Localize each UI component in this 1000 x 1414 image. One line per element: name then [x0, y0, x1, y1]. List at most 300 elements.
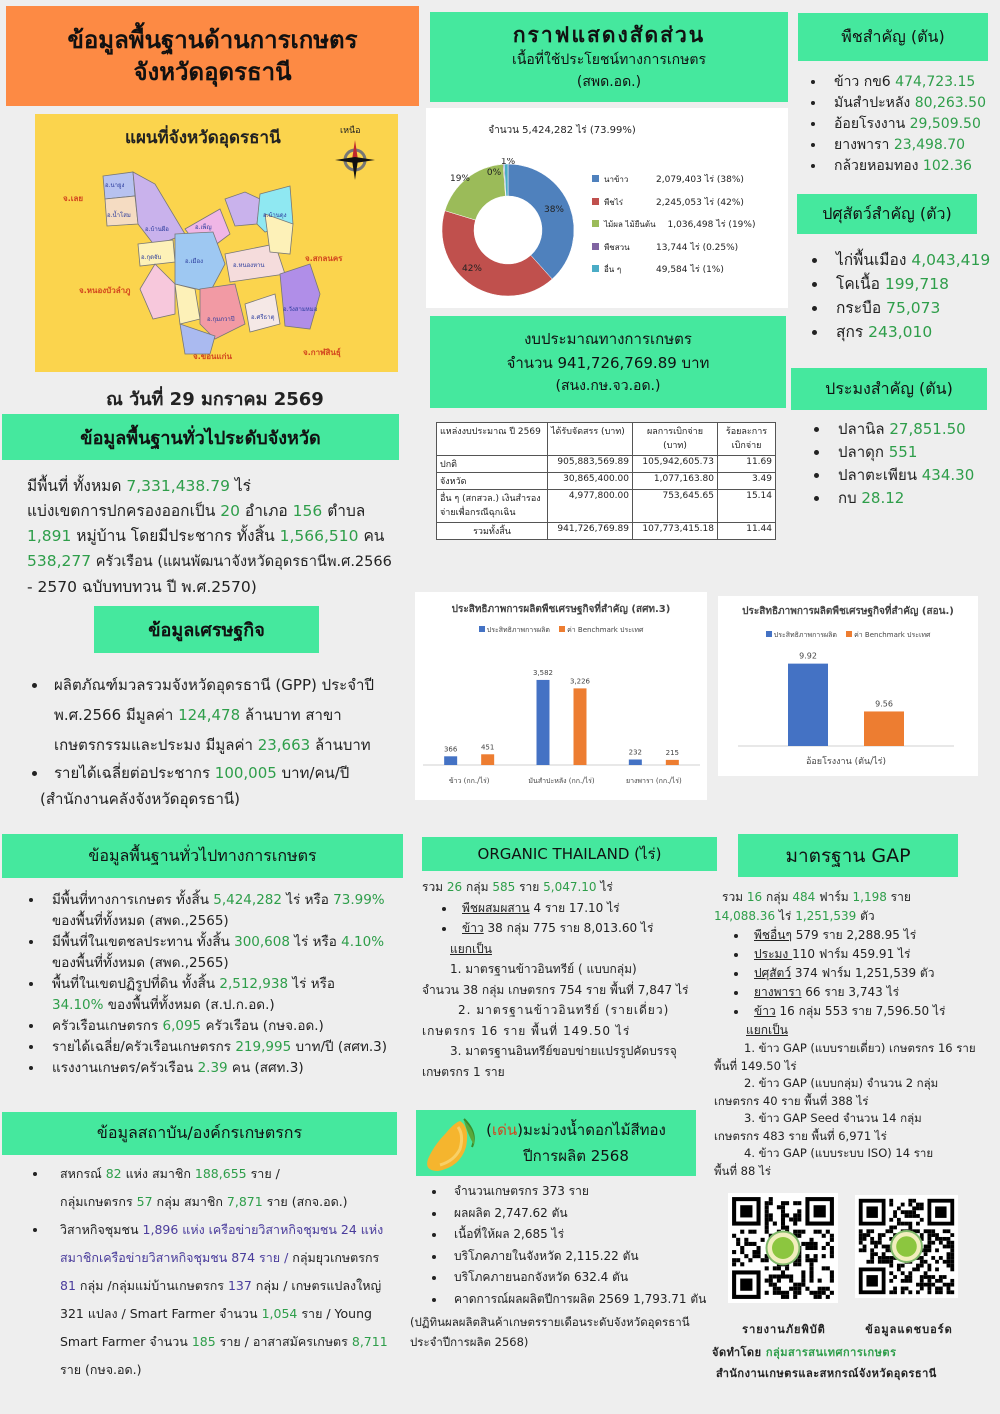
- text: ล้านบาท: [310, 736, 371, 754]
- qr1-label: รายงานภัยพิบัติ: [742, 1323, 826, 1336]
- value: 14,088.36: [714, 909, 776, 923]
- table-cell: 905,883,569.89: [548, 456, 633, 473]
- text: 1. มาตรฐานข้าวอินทรีย์ ( แบบกลุ่ม): [450, 962, 637, 976]
- value: 5,047.10: [543, 880, 597, 894]
- text: ราย / อาสาสมัครเกษตร: [215, 1334, 352, 1349]
- district-label: อ.บ้านผือ: [145, 226, 169, 233]
- table-cell: 753,645.65: [633, 490, 718, 523]
- table-header-row: [437, 423, 776, 456]
- item-name: อ้อยโรงงาน: [834, 116, 910, 132]
- table-header: แหล่งงบประมาณ ปี 2569: [437, 423, 548, 456]
- text: ไร่: [775, 909, 796, 923]
- value: 2,512,938: [219, 976, 289, 992]
- crops-heading-banner: [798, 13, 988, 61]
- value: 300,608: [234, 934, 290, 950]
- value: 1,891: [27, 527, 72, 545]
- item-detail: 374 ฟาร์ม 1,251,539 ตัว: [791, 966, 935, 980]
- organic-heading-banner: [422, 837, 717, 871]
- legend-label: ประสิทธิภาพการผลิต: [486, 626, 550, 634]
- livestock-heading-banner: [797, 194, 977, 234]
- text: ครัวเรือนเกษตรกร: [52, 1018, 163, 1034]
- table-cell: ปกติ: [437, 456, 548, 473]
- bar: [864, 711, 904, 746]
- agri-info-list: [26, 890, 424, 1079]
- list-item: [748, 964, 998, 983]
- value: 16: [746, 890, 763, 904]
- bar: [444, 756, 457, 765]
- data-label: 451: [480, 743, 495, 752]
- value: 1,198: [852, 890, 887, 904]
- neighbor-kalasin: จ.กาฬสินธุ์: [303, 348, 341, 357]
- item-value: 199,718: [884, 275, 949, 293]
- legend-item: [592, 240, 788, 263]
- value: 81: [60, 1278, 76, 1293]
- neighbor-loei: จ.เลย: [63, 194, 84, 203]
- table-cell: 105,942,605.73: [633, 456, 718, 473]
- text: แยกเป็น: [450, 941, 492, 956]
- value: 23,663: [257, 736, 311, 754]
- item-name: พืชอื่นๆ: [754, 928, 792, 942]
- category-label: มันสำปะหลัง (กก./ไร่): [528, 777, 595, 785]
- text: ล้านบาท สาขา: [240, 706, 342, 724]
- item-name: ปลาดุก: [838, 443, 889, 461]
- land-use-heading-3: (สพด.อด.): [576, 74, 642, 90]
- value: 137: [227, 1278, 252, 1293]
- item-value: 434.30: [921, 466, 975, 484]
- text: ไร่: [596, 880, 613, 894]
- list-item: [48, 1216, 418, 1384]
- item-name: ปลานิล: [838, 420, 890, 438]
- data-label: 9.56: [875, 699, 893, 709]
- category-label: อ้อยโรงงาน (ตัน/ไร่): [805, 757, 887, 767]
- text: ราย (สกจ.อด.): [262, 1194, 348, 1209]
- text: เกษตรกร 1 ราย: [422, 1064, 505, 1079]
- district-label: อ.บ้านดุง: [263, 212, 287, 219]
- item-value: 102.36: [922, 158, 972, 174]
- district-label: อ.น้ำโสม: [107, 212, 131, 219]
- data-label: 215: [665, 748, 680, 757]
- date-label: ณ วันที่ 29 มกราคม 2569: [106, 389, 324, 410]
- text: แยกเป็น: [746, 1023, 788, 1037]
- text: แบ่งเขตการปกครองออกเป็น: [27, 502, 221, 520]
- organic-text: [422, 877, 718, 1082]
- value: 5,424,282: [213, 892, 282, 908]
- item-value: 243,010: [868, 323, 933, 341]
- text: 3. มาตรฐานอินทรีย์ขอบข่ายแปรรูปคัดบรรจุ: [450, 1044, 677, 1058]
- text: ครัวเรือน (แผนพัฒนาจังหวัดอุดรธานีพ.ศ.2566: [91, 554, 392, 570]
- list-item: • ผลผลิต 2,747.62 ตัน: [446, 1203, 736, 1225]
- list-item: [826, 114, 986, 135]
- institutions-list: [30, 1160, 418, 1384]
- land-use-heading-1: กราฟแสดงสัดส่วน: [512, 23, 706, 47]
- land-use-heading-banner: [430, 12, 788, 102]
- district-label: อ.ศรีธาตุ: [251, 314, 275, 321]
- item-detail: 110 ฟาร์ม 459.91 ไร่: [792, 947, 911, 961]
- bar: [788, 664, 828, 746]
- province-info-text: [27, 474, 422, 600]
- bar: [537, 680, 550, 765]
- neighbor-khonkaen: จ.ขอนแก่น: [193, 352, 232, 361]
- list-item: [826, 135, 986, 156]
- list-item: [828, 272, 990, 296]
- list-item: [826, 72, 986, 93]
- item-value: 551: [888, 443, 918, 461]
- legend-value: 13,744 ไร่ (0.25%): [656, 242, 739, 253]
- table-cell: 11.69: [718, 456, 776, 473]
- header-banner: [6, 6, 419, 106]
- list-item: [828, 320, 990, 344]
- table-row: [437, 456, 776, 473]
- text: 2. ข้าว GAP (แบบกลุ่ม) จำนวน 2 กลุ่ม: [744, 1076, 939, 1090]
- text: 38 กลุ่ม 775 ราย 8,013.60 ไร่: [483, 921, 654, 935]
- text: มีพื้นที่ในเขตชลประทาน ทั้งสิ้น: [52, 934, 235, 950]
- text: ของพื้นที่ทั้งหมด (สพด.,2565): [52, 913, 229, 929]
- list-item: • คาดการณ์ผลผลิตปีการผลิต 2569 1,793.71 ตัน: [446, 1289, 736, 1311]
- table-row: [437, 490, 776, 523]
- budget-heading-2: จำนวน 941,726,769.89 บาท: [506, 354, 710, 372]
- text: กลุ่มยุวเกษตรกร: [292, 1250, 380, 1265]
- value: 4.10%: [341, 934, 385, 950]
- item-detail: 579 ราย 2,288.95 ไร่: [791, 928, 917, 942]
- crops-heading: พืชสำคัญ (ตัน): [841, 26, 945, 46]
- value: 1,251,539: [795, 909, 857, 923]
- text: ของพื้นที่ทั้งหมด (สพด.,2565): [52, 955, 229, 971]
- legend-label: นาข้าว: [604, 175, 629, 184]
- district-label: อ.นายูง: [105, 182, 125, 189]
- text: 1. ข้าว GAP (แบบรายเดี่ยว) เกษตรกร 16 ราย: [744, 1041, 976, 1055]
- text: ตำบล: [322, 502, 366, 520]
- item-value: 4,043,419: [911, 251, 991, 269]
- chart-title: ประสิทธิภาพการผลิตพืชเศรษฐกิจที่สำคัญ (สศท.3): [451, 604, 671, 615]
- list-item: [748, 926, 998, 945]
- bar-chart-oae3: [415, 592, 707, 800]
- text: กลุ่ม / เกษตรแปลงใหญ่: [251, 1278, 382, 1293]
- legend-label: อื่น ๆ: [604, 265, 622, 274]
- economy-heading: ข้อมูลเศรษฐกิจ: [148, 620, 265, 641]
- legend-value: 2,079,403 ไร่ (38%): [656, 175, 744, 185]
- bar: [629, 759, 642, 765]
- value: 124,478: [178, 706, 241, 724]
- table-cell: 107,773,415.18: [633, 523, 718, 540]
- text: กลุ่มเกษตรกร: [60, 1194, 137, 1209]
- district-label: อ.หนองหาน: [233, 262, 265, 269]
- item-value: 474,723.15: [895, 74, 976, 90]
- item-name: มันสำปะหลัง: [834, 95, 915, 111]
- institutions-heading: ข้อมูลสถาบัน/องค์กรเกษตรกร: [96, 1123, 303, 1142]
- text: ราย: [886, 890, 911, 904]
- text: ครัวเรือน (กษจ.อด.): [201, 1018, 324, 1034]
- data-label: 232: [628, 748, 643, 757]
- text: ตัว: [856, 909, 875, 923]
- text: 4. ข้าว GAP (แบบระบบ ISO) 14 ราย: [744, 1146, 934, 1160]
- text: บาท/คน/ปี: [276, 764, 350, 782]
- neighbor-sakonnakhon: จ.สกลนคร: [305, 254, 343, 263]
- legend-swatch: [592, 265, 599, 272]
- value: 219,995: [235, 1039, 292, 1055]
- north-label: เหนือ: [340, 126, 361, 136]
- value: 57: [136, 1194, 153, 1209]
- list-item: [830, 464, 974, 487]
- gap-list: [730, 926, 998, 1021]
- header-title-line2: จังหวัดอุดรธานี: [133, 58, 292, 86]
- value: 1,566,510: [279, 527, 359, 545]
- legend-swatch: [592, 175, 599, 182]
- table-header: ได้รับจัดสรร (บาท): [548, 423, 633, 456]
- bar-chart-ocsb: [718, 596, 978, 776]
- text: กลุ่ม สมาชิก: [152, 1194, 227, 1209]
- table-row: [437, 473, 776, 490]
- qr-code-dashboard[interactable]: [855, 1195, 958, 1298]
- chart-title: จำนวน 5,424,282 ไร่ (73.99%): [488, 125, 636, 136]
- list-item: • บริโภคภายนอกจังหวัด 632.4 ตัน: [446, 1267, 736, 1289]
- text: เกษตรกร 483 ราย พื้นที่ 6,971 ไร่: [714, 1128, 887, 1143]
- legend-label: ค่า Benchmark ประเทศ: [854, 631, 931, 639]
- data-label: 3,582: [532, 668, 554, 677]
- district-label: อ.วังสามหมอ: [283, 306, 318, 313]
- gap-heading: มาตรฐาน GAP: [785, 844, 911, 867]
- text: แห่ง สมาชิก: [121, 1166, 195, 1181]
- agri-info-heading: ข้อมูลพื้นฐานทั่วไปทางการเกษตร: [88, 845, 317, 865]
- value: 6,095: [162, 1018, 202, 1034]
- slice-label: 1%: [500, 158, 516, 167]
- list-item: [44, 974, 424, 1016]
- item-name: ประมง: [754, 947, 793, 961]
- qr2-label: ข้อมูลแดชบอร์ด: [865, 1323, 953, 1336]
- text: จำนวน 38 กลุ่ม เกษตรกร 754 ราย พื้นที่ 7,847 ไร่: [422, 982, 689, 997]
- list-item: [826, 156, 986, 177]
- text: จัดทำโดย: [712, 1346, 766, 1359]
- text: วิสาหกิจชุมชน: [60, 1222, 143, 1237]
- made-by: [712, 1343, 897, 1361]
- list-item: [830, 487, 974, 510]
- efficiency-chart-ocsb: [718, 596, 978, 776]
- slice-label: 19%: [449, 174, 471, 184]
- district-label: อ.เมือง: [185, 258, 204, 265]
- value: สมาชิกเครือข่ายวิสาหกิจชุมชน 874 ราย /: [60, 1250, 293, 1265]
- organic-heading: ORGANIC THAILAND (ไร่): [477, 845, 662, 863]
- slice-label: 0%: [486, 168, 502, 178]
- province-info-heading-banner: [2, 414, 399, 460]
- mango-heading-1: (เด่น)มะม่วงน้ำดอกไม้สีทอง: [486, 1121, 666, 1139]
- efficiency-chart-oae3: [415, 592, 707, 800]
- text: มะม่วงน้ำดอกไม้สีทอง: [522, 1121, 666, 1139]
- district-label: อ.กุดจับ: [141, 254, 162, 261]
- neighbor-nongbualamphu: จ.หนองบัวลำภู: [79, 286, 131, 295]
- economy-gpp-item: [48, 670, 420, 760]
- item-name: กบ: [838, 489, 862, 507]
- text: ผลิตภัณฑ์มวลรวมจังหวัดอุดรธานี (GPP) ประจำปี: [54, 676, 374, 694]
- legend-item: [592, 217, 788, 240]
- district-label: อ.กุมภวาปี: [207, 316, 235, 323]
- text: คน (สศท.3): [227, 1060, 304, 1076]
- text: ข้าว: [462, 921, 484, 935]
- table-header: ร้อยละการเบิกจ่าย: [718, 423, 776, 456]
- list-item: [748, 1002, 998, 1021]
- text: อำเภอ: [239, 502, 293, 520]
- category-label: ข้าว (กก./ไร่): [448, 777, 490, 785]
- qr-code-icon: [728, 1193, 838, 1303]
- gap-heading-banner: [738, 834, 958, 877]
- livestock-list: [810, 248, 990, 344]
- text: ฟาร์ม: [815, 890, 853, 904]
- text: ไร่ หรือ: [281, 892, 334, 908]
- table-cell: 15.14: [718, 490, 776, 523]
- list-item: [830, 441, 974, 464]
- table-cell: อื่น ๆ (สกสวล.) เงินสำรองจ่ายเพื่อกรณีฉุกเฉิน: [437, 490, 548, 523]
- chart-title: ประสิทธิภาพการผลิตพืชเศรษฐกิจที่สำคัญ (สอน.): [742, 606, 954, 617]
- economy-text: [30, 670, 420, 812]
- data-label: 3,226: [569, 677, 591, 686]
- legend-label: ค่า Benchmark ประเทศ: [567, 626, 644, 634]
- legend-label: ไม้ผล ไม้ยืนต้น: [604, 220, 656, 229]
- bar: [666, 760, 679, 765]
- text: ของพื้นที่ทั้งหมด (ส.ป.ก.อด.): [103, 997, 275, 1013]
- list-item: [44, 1016, 424, 1037]
- list-item: [44, 890, 424, 932]
- legend-value: 49,584 ไร่ (1%): [656, 265, 724, 275]
- map-title: แผนที่จังหวัดอุดรธานี: [125, 128, 281, 148]
- mango-icon: [420, 1113, 480, 1175]
- economy-source: (สำนักงานคลังจังหวัดอุดรธานี): [40, 790, 240, 808]
- data-label: 366: [443, 745, 458, 754]
- value: 8,711: [351, 1334, 388, 1349]
- text: ไร่ หรือ: [289, 934, 342, 950]
- text: ราย (กษจ.อด.): [60, 1362, 142, 1377]
- item-value: 29,509.50: [909, 116, 981, 132]
- text: 4 ราย 17.10 ไร่: [529, 900, 620, 915]
- value: 82: [105, 1166, 122, 1181]
- agri-info-heading-banner: [2, 834, 403, 878]
- qr-code-disaster-report[interactable]: [728, 1193, 838, 1303]
- text: รวม: [722, 890, 747, 904]
- gap-text: [714, 888, 998, 1180]
- value: 484: [792, 890, 816, 904]
- crops-list: [808, 72, 986, 177]
- value: 7,331,438.79: [126, 477, 230, 495]
- list-item: [748, 945, 998, 964]
- made-by-group: กลุ่มสารสนเทศการเกษตร: [765, 1346, 897, 1359]
- economy-income-item: [48, 760, 420, 786]
- text: กลุ่ม: [762, 890, 793, 904]
- table-header: ผลการเบิกจ่าย (บาท): [633, 423, 718, 456]
- livestock-heading: ปศุสัตว์สำคัญ (ตัว): [822, 203, 952, 223]
- text: หมู่บ้าน โดยมีประชากร ทั้งสิ้น: [71, 527, 280, 545]
- legend-swatch: [592, 243, 599, 250]
- fishery-list: [812, 418, 974, 510]
- list-item: [44, 1058, 424, 1079]
- legend-swatch: [592, 198, 599, 205]
- fishery-heading-banner: [791, 368, 987, 410]
- text: เกษตรกร 16 ราย พื้นที่ 149.50 ไร่: [422, 1023, 631, 1038]
- table-cell: 941,726,769.89: [548, 523, 633, 540]
- province-map: [35, 114, 398, 372]
- list-item: [748, 983, 998, 1002]
- legend-swatch: [592, 220, 599, 227]
- value: 2.39: [197, 1060, 228, 1076]
- item-name: ยางพารา: [834, 137, 894, 153]
- item-value: 27,851.50: [889, 420, 966, 438]
- text: ราย: [515, 880, 544, 894]
- list-item: [48, 1160, 418, 1216]
- table-cell: 30,865,400.00: [548, 473, 633, 490]
- text: ไร่: [229, 477, 251, 495]
- list-item: [828, 296, 990, 320]
- text: Smart Farmer จำนวน: [60, 1334, 192, 1349]
- text: ราย / Young: [297, 1306, 372, 1321]
- text: มีพื้นที่ ทั้งหมด: [27, 477, 127, 495]
- list-item: • เนื้อที่ให้ผล 2,685 ไร่: [446, 1224, 736, 1246]
- table-cell: 4,977,800.00: [548, 490, 633, 523]
- value: 73.99%: [333, 892, 385, 908]
- table-cell: จังหวัด: [437, 473, 548, 490]
- value: 185: [191, 1334, 216, 1349]
- table-cell: รวมทั้งสิ้น: [437, 523, 548, 540]
- list-item: [44, 1037, 424, 1058]
- list-item: [456, 898, 718, 919]
- fishery-heading: ประมงสำคัญ (ตัน): [825, 378, 953, 398]
- item-value: 75,073: [886, 299, 941, 317]
- item-name: ปศุสัตว์: [754, 966, 792, 980]
- legend-item: [592, 172, 788, 195]
- text: บาท/ปี (สศท.3): [291, 1039, 388, 1055]
- highlight-text: เด่น: [491, 1121, 518, 1139]
- donut-slice: [508, 164, 574, 279]
- donut-chart: [436, 158, 596, 308]
- value: 156: [292, 502, 323, 520]
- list-item: [828, 248, 990, 272]
- text: กลุ่ม /กลุ่มแม่บ้านเกษตรกร: [75, 1278, 228, 1293]
- value: 1,896 แห่ง เครือข่ายวิสาหกิจชุมชน 24 แห่ง: [142, 1222, 384, 1237]
- donut-legend: [592, 172, 788, 285]
- text: ราย /: [246, 1166, 280, 1181]
- budget-heading-1: งบประมาณทางการเกษตร: [524, 330, 692, 348]
- value: 188,655: [194, 1166, 247, 1181]
- list-item: [456, 918, 718, 939]
- value: 7,871: [226, 1194, 263, 1209]
- text: เกษตรกรรมและประมง มีมูลค่า: [54, 736, 258, 754]
- list-item: • บริโภคภายในจังหวัด 2,115.22 ตัน: [446, 1246, 736, 1268]
- list-item: [44, 932, 424, 974]
- legend-value: 2,245,053 ไร่ (42%): [656, 197, 744, 208]
- value: 20: [220, 502, 240, 520]
- text: พื้นที่ 88 ไร่: [714, 1163, 771, 1178]
- legend-label: ประสิทธิภาพการผลิต: [773, 631, 837, 639]
- text: - 2570 ฉบับทบทวน ปี พ.ศ.2570): [27, 578, 257, 596]
- text: แรงงานเกษตร/ครัวเรือน: [52, 1060, 198, 1076]
- item-name: โคเนื้อ: [836, 275, 885, 293]
- text: 321 แปลง / Smart Farmer จำนวน: [60, 1306, 262, 1321]
- text: รายได้เฉลี่ยต่อประชากร: [54, 764, 215, 782]
- table-cell: 11.44: [718, 523, 776, 540]
- budget-heading-banner: [430, 316, 786, 408]
- legend-item: [592, 195, 788, 218]
- text: มีพื้นที่ทางการเกษตร ทั้งสิ้น: [52, 892, 214, 908]
- budget-table-container: [436, 422, 776, 540]
- category-label: ยางพารา (กก./ไร่): [625, 777, 682, 785]
- qr-code-icon: [855, 1195, 958, 1298]
- value: 538,277: [27, 552, 92, 570]
- bar: [574, 688, 587, 765]
- value: 100,005: [214, 764, 277, 782]
- value: 1,054: [261, 1306, 298, 1321]
- list-item: [830, 418, 974, 441]
- item-name: สุกร: [836, 323, 869, 341]
- province-info-heading: ข้อมูลพื้นฐานทั่วไประดับจังหวัด: [80, 427, 321, 449]
- text: เกษตรกร 40 ราย พื้นที่ 388 ไร่: [714, 1093, 869, 1108]
- value: 26: [446, 880, 463, 894]
- text: รายได้เฉลี่ย/ครัวเรือนเกษตรกร: [52, 1039, 236, 1055]
- institutions-heading-banner: [2, 1112, 397, 1155]
